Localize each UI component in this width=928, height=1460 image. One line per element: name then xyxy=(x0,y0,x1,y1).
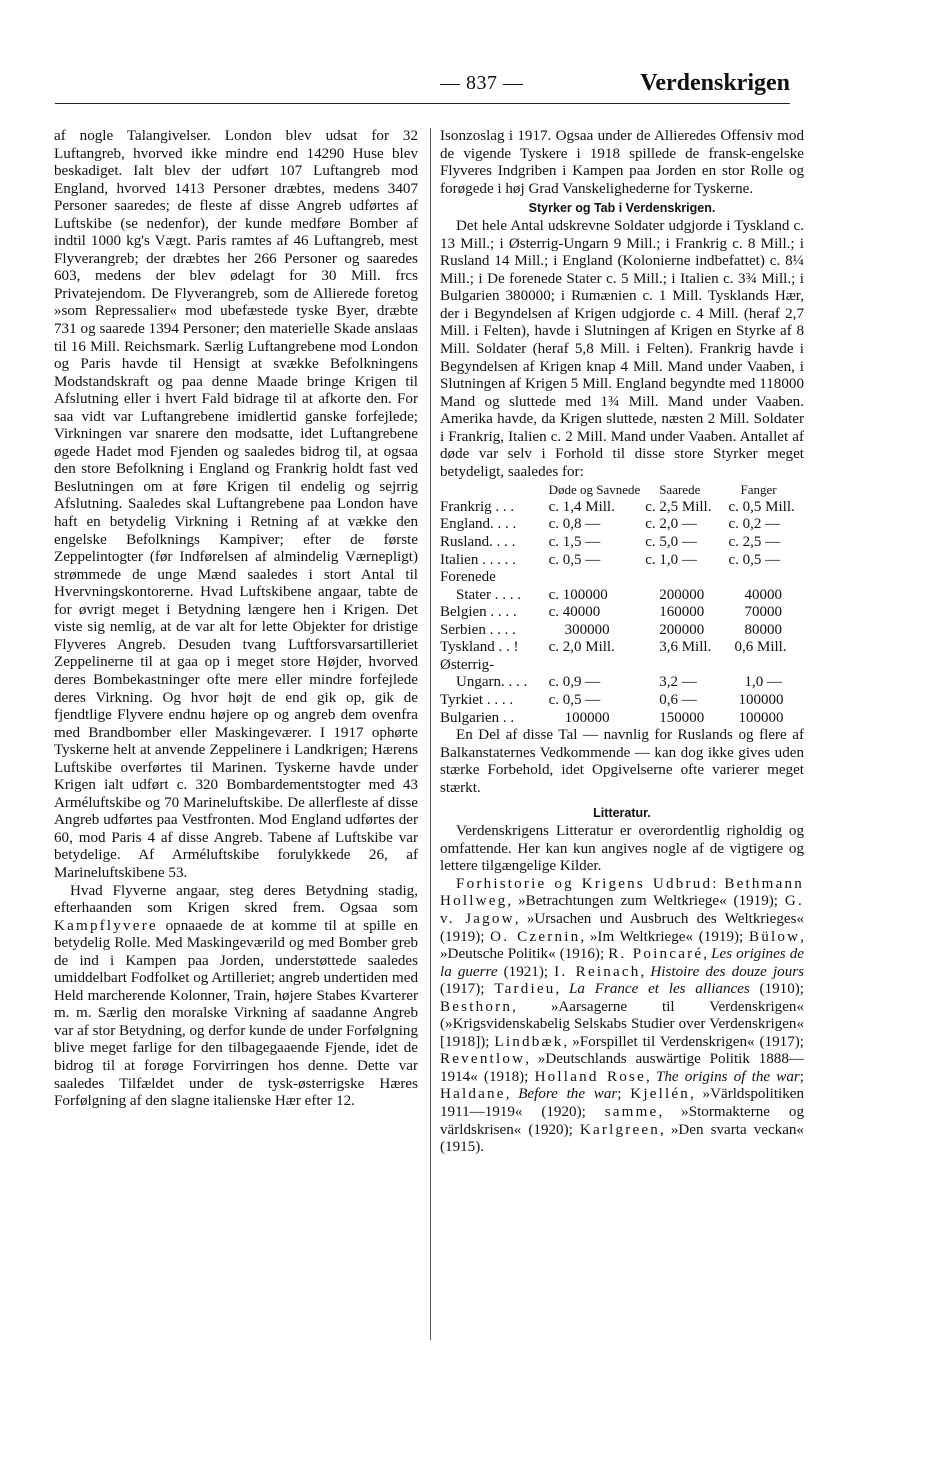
text-run: , »Deutschlands auswärtige Politik 1888—1914« (1918); xyxy=(440,1051,804,1085)
text-run: , »Aarsagerne til Verdenskrigen« (»Krigsvidenskabelig Selskabs Studier over Verdenskrigen« [1918]); xyxy=(440,998,804,1050)
author-name: I. Reinach xyxy=(554,963,641,980)
table-cell: 80000 xyxy=(744,621,782,638)
text-run: , xyxy=(505,1086,519,1103)
text-run: , »Forspillet til Verdenskrigen« (1917); xyxy=(563,1033,804,1050)
table-cell xyxy=(549,657,646,675)
text-run: , »Världspolitiken 1911—1919« (1920); xyxy=(440,1086,805,1120)
page-number: — 837 — xyxy=(440,72,524,94)
text-run: ; xyxy=(799,1068,804,1085)
table-cell: Bulgarien . . xyxy=(440,709,515,726)
table-cell: c. 2,0 Mill. xyxy=(548,639,615,656)
book-title: La France et les alliances xyxy=(569,981,750,998)
author-name: R. Poincaré xyxy=(608,946,704,963)
running-header xyxy=(440,70,790,102)
left-column xyxy=(54,128,418,1111)
author-name: O. Czernin xyxy=(490,928,581,945)
paragraph-isonzo: Isonzoslag i 1917. Ogsaa under de Allieredes Offensiv mod de vigende Tyskere i 1918 spillede de fransk-engelske Flyveres Indgriben i Kampen paa Jorden en stor Rolle og forøgede i høj Grad Vanskelighederne for Tyskerne. xyxy=(440,128,804,197)
paragraph-air-raids: af nogle Talangivelser. London blev udsat for 32 Luftangreb, hvorved ikke mindre end 14290 Huse blev beskadiget. Ialt blev der udført 107 Luftangreb mod England, hvorved 1413 Personer dræbtes, medens 3407 Personer saaredes; de fleste af disse Angreb udførtes af Luftskibe (se nedenfor), der kunde medføre Bomber af indtil 1000 kg's Vægt. Paris ramtes af 46 Luftangreb, mest Flyverangreb; der dræbtes her 266 Personer og saaredes 603, medens der blev ødelagt for 30 Mill. frcs Privatejendom. De Flyverangreb, som de Allierede foretog »som Repressalier« mod ubefæstede tyske Byer, dræbte 731 og saarede 1394 Personer; den materielle Skade anslaas til 16 Mill. Reichsmark. Særlig Luftangrebene mod London og Paris havde til Hensigt at svække Befolkningens Modstandskraft og paa denne Maade bringe Krigen til Afslutning eller i hvert Fald bidrage til at afkorte den. For saa vidt var Luftangrebene imidlertid ganske forfejlede; Virkningen var snarere den modsatte, idet Luftangrebene øgede Hadet mod Fjenden og saaledes bidrog til, at ogsaa den store Befolkning i England og Frankrig holdt fast ved Beslutningen om at føre Krigen til endelig og sejrrig Afslutning. Saaledes skal Luftangrebene paa London have haft en betydelig Virkning i Retning af at vække den engelske Befolknings Kampiver; efter de første Zeppelintogter (før Indførelsen af almindelig Værnepligt) strømmede de unge Mænd saaledes i stort Antal til Hvervningskontorerne. Hvad Luftskibene angaar, tabte de for øvrigt meget i Betydning længere hen i Krigen. Det viste sig nemlig, at de var alt for lette Objekter for dristige Flyveres Angreb. Desuden tvang Luftforsvarsartilleriet Zeppelinerne til at gaa op i meget store Højder, hvorved deres Bombekastninger ofte mere eller mindre forfejlede deres Virkning. Og hvor højt de end gik op, gik de fjendtlige Flyvere endnu højere op og angreb dem ovenfra med Brandbomber eller Maskingeværer. I 1917 ophørte Tyskerne helt at anvende Zeppelinere i Landkrigen; Hærens Luftskibe overførtes til Marinen. Tyskerne havde under Krigen ialt udført c. 320 Bombardementstogter med 43 Arméluftskibe og 70 Marineluftskibe. De allerfleste af disse Angreb udførtes paa Vestfronten. Mod England udførtes der 60, mod Paris 4 af disse Angreb. Tabene af Luftskibe var betydelige. Af Arméluftskibe forulykkede 26, af Marineluftskibene 53. xyxy=(54,128,418,881)
table-header: Døde og Savnede xyxy=(548,482,641,498)
table-cell: c. 0,2 — xyxy=(728,516,781,533)
table-cell xyxy=(729,569,809,587)
table-cell xyxy=(549,569,646,587)
text-run: (1917); xyxy=(440,981,495,998)
table-cell: Rusland. . . . xyxy=(440,534,516,551)
author-name: Kjellén xyxy=(630,1086,691,1103)
table-cell: 100000 xyxy=(564,709,610,726)
text-run: , »Ursachen und Ausbruch des Weltkrieges« (1919); xyxy=(440,910,805,945)
table-row xyxy=(440,499,808,517)
text-run: (1921); xyxy=(497,963,555,980)
paragraph-flyers xyxy=(54,883,418,1111)
table-cell: 0,6 Mill. xyxy=(734,639,787,656)
table-header-row xyxy=(440,481,808,499)
table-cell: c. 0,5 — xyxy=(548,551,601,568)
table-cell: c. 2,0 — xyxy=(645,516,697,533)
table-cell: Forenede xyxy=(440,569,496,586)
author-name: G. v. Jagow xyxy=(440,893,804,927)
table-cell xyxy=(729,657,809,675)
table-row xyxy=(440,534,808,552)
table-row xyxy=(440,516,808,534)
author-name: Bethmann Hollweg xyxy=(440,875,804,910)
table-cell: c. 0,5 — xyxy=(548,691,601,708)
table-cell: 100000 xyxy=(738,709,784,726)
author-name: samme xyxy=(604,1103,659,1120)
table-cell: Stater . . . . xyxy=(456,586,521,603)
table-cell: Italien . . . . . xyxy=(440,551,516,568)
casualty-table xyxy=(440,481,808,727)
table-cell: England. . . . xyxy=(440,516,517,533)
table-cell: 3,6 Mill. xyxy=(659,639,712,656)
text-run: Hvad Flyverne angaar, steg deres Betydning stadig, efterhaanden som Krigen skred frem. Ogsaa som xyxy=(54,882,418,917)
table-cell: Belgien . . . . xyxy=(440,604,517,621)
author-name: Bülow xyxy=(748,928,801,945)
table-cell: c. 0,5 Mill. xyxy=(728,498,795,515)
book-title: Before the war xyxy=(518,1086,618,1103)
table-row xyxy=(440,587,808,605)
table-cell: c. 1,4 Mill. xyxy=(548,498,615,515)
table-cell: 40000 xyxy=(744,586,782,603)
table-row xyxy=(440,622,808,640)
table-cell: c. 0,5 — xyxy=(728,551,781,568)
author-name: Reventlow xyxy=(440,1051,526,1068)
table-cell xyxy=(645,657,728,675)
book-title: The origins of the war xyxy=(655,1068,800,1085)
right-column xyxy=(440,128,804,1157)
text-run: , »Den svarta veckan« (1915). xyxy=(440,1121,804,1156)
table-cell: c. 40000 xyxy=(548,604,601,621)
table-cell: c. 2,5 Mill. xyxy=(645,498,712,515)
table-cell: 160000 xyxy=(659,604,705,621)
table-cell: Østerrig- xyxy=(440,656,495,673)
table-cell: c. 0,8 — xyxy=(548,516,601,533)
table-cell: 3,2 — xyxy=(659,674,697,691)
text-run: , »Deutsche Politik« (1916); xyxy=(440,928,804,963)
table-row xyxy=(440,674,808,692)
text-run: , »Im Weltkriege« (1919); xyxy=(580,928,749,945)
paragraph-bibliography xyxy=(440,876,804,1157)
text-run: , xyxy=(640,963,651,980)
table-cell: Frankrig . . . xyxy=(440,498,515,515)
author-name: Besthorn xyxy=(440,998,513,1015)
table-header xyxy=(440,481,549,499)
table-cell: 150000 xyxy=(659,709,705,726)
paragraph-literature-intro: Verdenskrigens Litteratur er overordentlig righoldig og omfattende. Her kan kun angives nogle af de vigtigere og lettere tilgængelige Kilder. xyxy=(440,823,804,875)
book-title: Histoire des douze jours xyxy=(650,963,804,980)
table-row xyxy=(440,639,808,657)
spaced-term: Kampflyvere xyxy=(54,917,158,934)
text-run: , xyxy=(555,981,570,998)
text-run: opnaaede de at komme til at spille en betydelig Rolle. Med Maskingeværild og med Bomber greb de ind i Kampen paa Jorden, understøttede saaledes umiddelbart Fodfolket og Artilleriet; angreb undertiden med Held marcherende Kolonner, Train, højere Stabes Kvarterer m. m. Særlig den moralske Virkning af saadanne Angreb var af stor Betydning, og derfor kunde de under Forfølgning blive meget farlige for den tilbagegaaende Fjende, idet de bidrog til at forøge Forvirringen hos denne. Dette var saaledes Tilfældet under de tysk-østerrigske Hæres Forfølgning af den slagne italienske Hær efter 12. xyxy=(54,917,418,1110)
paragraph-caveat: En Del af disse Tal — navnlig for Ruslands og flere af Balkanstaternes Vedkommende — kan dog ikke gives uden stærke Forbehold, idet Opgivelserne ofte varierer meget stærkt. xyxy=(440,727,804,796)
table-cell: c. 2,5 — xyxy=(728,534,781,551)
table-row xyxy=(440,604,808,622)
table-cell: 70000 xyxy=(744,604,782,621)
author-name: Haldane xyxy=(440,1086,506,1103)
author-name: Lindbæk xyxy=(494,1033,564,1050)
table-header: Fanger xyxy=(740,482,777,498)
table-row xyxy=(440,552,808,570)
section-heading-forces: Styrker og Tab i Verdenskrigen. xyxy=(528,201,716,216)
table-cell xyxy=(645,569,728,587)
text-run: , »Stormakterne og världskrisen« (1920); xyxy=(440,1103,805,1138)
table-cell: c. 5,0 — xyxy=(645,534,697,551)
table-cell: 300000 xyxy=(564,621,610,638)
table-cell: 200000 xyxy=(659,586,705,603)
book-title: Les origines de la guerre xyxy=(440,946,804,980)
table-cell: 200000 xyxy=(659,621,705,638)
table-header: Saarede xyxy=(659,482,701,498)
table-cell: Tyrkiet . . . . xyxy=(440,691,514,708)
table-cell: c. 1,0 — xyxy=(645,551,697,568)
section-heading-literature: Litteratur. xyxy=(593,806,651,821)
table-cell: 1,0 — xyxy=(744,674,782,691)
text-run: , xyxy=(703,946,712,963)
text-run: , »Betrachtungen zum Weltkriege« (1919); xyxy=(507,893,785,910)
text-run: ; xyxy=(617,1086,631,1103)
text-run: (1910); xyxy=(749,981,804,998)
table-cell: 0,6 — xyxy=(659,691,697,708)
author-name: Holland Rose xyxy=(534,1068,646,1085)
table-row xyxy=(440,710,808,728)
table-cell: c. 100000 xyxy=(548,586,608,603)
header-rule xyxy=(55,103,790,104)
author-name: Karlgreen xyxy=(579,1121,661,1138)
text-run: , xyxy=(645,1068,656,1085)
table-row xyxy=(440,569,808,587)
table-cell: c. 0,9 — xyxy=(548,674,601,691)
bibliography-topic: Forhistorie og Krigens Udbrud: xyxy=(456,875,719,892)
table-row xyxy=(440,657,808,675)
author-name: Tardieu xyxy=(494,981,556,998)
table-row xyxy=(440,692,808,710)
table-cell: Ungarn. . . . xyxy=(456,674,528,691)
table-cell: Tyskland . . ! xyxy=(440,639,519,656)
running-title: Verdenskrigen xyxy=(640,70,790,96)
paragraph-forces: Det hele Antal udskrevne Soldater udgjorde i Tyskland c. 13 Mill.; i Østerrig-Ungarn 9 Mill.; i Frankrig c. 8 Mill.; i Rusland 14 Mill.; i England (Kolonierne indbefattet) c. 8¼ Mill.; i De forenede Stater c. 5 Mill.; i Italien c. 3¾ Mill.; i Bulgarien 380000; i Rumænien c. 1 Mill. Tysklands Hær, der i Begyndelsen af Krigen udgjorde c. 4 Mill. (heraf 2,7 Mill. i Felten), havde i Slutningen af Krigen en Styrke af 8 Mill. Soldater (heraf 5,8 Mill. i Felten). Frankrig havde i Begyndelsen af Krigen knap 4 Mill. Mand under Vaaben, i Slutningen af Krigen 5 Mill. England begyndte med 118000 Mand og sluttede med 1¾ Mill. Mand under Vaaben. Amerika havde, da Krigen sluttede, næsten 2 Mill. Soldater i Frankrig, Italien c. 2 Mill. Mand under Vaaben. Antallet af døde var selv i Forhold til disse store Styrker meget betydeligt, saaledes for: xyxy=(440,218,804,480)
table-cell: 100000 xyxy=(738,691,784,708)
table-cell: c. 1,5 — xyxy=(548,534,601,551)
table-cell: Serbien . . . . xyxy=(440,621,516,638)
column-divider xyxy=(430,128,431,1340)
